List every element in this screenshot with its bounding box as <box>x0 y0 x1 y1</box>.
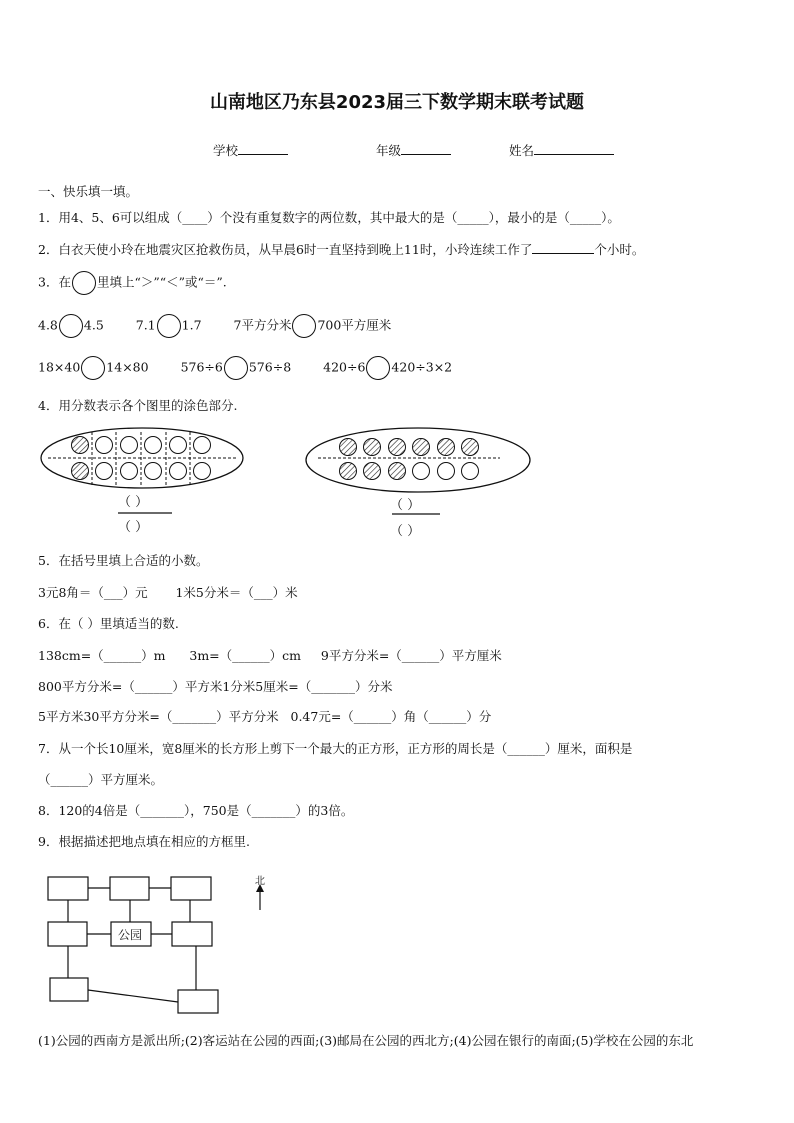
question-6-line-3: 5平方米30平方分米=（_______）平方分米 0.47元=（______）角（______）分 <box>38 709 492 724</box>
question-2-tail: 个小时。 <box>594 242 645 257</box>
north-label: 北 <box>255 876 265 887</box>
question-3-instruction: 里填上“＞”“＜”或“＝”. <box>96 274 227 290</box>
question-8: 8．120的4倍是（_______），750是（_______）的3倍。 <box>38 803 354 818</box>
question-1: 1．用4、5、6可以组成（____）个没有重复数字的两位数，其中最大的是（_____），最小的是（_____）。 <box>38 210 620 225</box>
fraction-numerator[interactable]: （ ） <box>390 498 421 513</box>
compare-right: 4.5 <box>83 317 104 333</box>
fraction-denominator[interactable]: （ ） <box>118 520 149 535</box>
question-6-line-1: 138cm=（______）m 3m=（______）cm 9平方分米=（______）平方厘米 <box>38 648 502 663</box>
compare-left: 420÷6 <box>323 359 366 375</box>
map-box <box>172 922 212 946</box>
question-6: 6．在（ ）里填适当的数. <box>38 616 179 631</box>
map-box <box>48 877 88 900</box>
fraction-numerator[interactable]: （ ） <box>118 495 149 510</box>
question-9-description: (1)公园的西南方是派出所;(2)客运站在公园的西面;(3)邮局在公园的西北方;(4)公园在银行的南面;(5)学校在公园的东北 <box>38 1033 694 1048</box>
compare-left: 4.8 <box>38 317 58 333</box>
question-4: 4．用分数表示各个图里的涂色部分. <box>38 398 238 413</box>
question-9: 9．根据描述把地点填在相应的方框里. <box>38 834 250 849</box>
page-title: 山南地区乃东县2023届三下数学期末联考试题 <box>209 92 585 113</box>
compare-left: 576÷6 <box>180 359 223 375</box>
compare-right: 576÷8 <box>248 359 292 375</box>
compare-right: 1.7 <box>181 317 202 333</box>
question-3-lead: 3．在 <box>38 274 71 290</box>
map-box <box>48 922 87 946</box>
question-5: 5．在括号里填上合适的小数。 <box>38 553 209 568</box>
question-7-line-1: 7．从一个长10厘米，宽8厘米的长方形上剪下一个最大的正方形，正方形的周长是（______）厘米，面积是 <box>38 741 633 756</box>
school-label: 学校 <box>213 143 239 158</box>
name-label: 姓名 <box>509 143 535 158</box>
map-box <box>178 990 218 1013</box>
map-box <box>110 877 149 900</box>
compare-right: 700平方厘米 <box>317 317 392 333</box>
compare-right: 14×80 <box>106 359 149 375</box>
question-6-line-2: 800平方分米=（______）平方米1分米5厘米=（_______）分米 <box>38 679 393 694</box>
compare-left: 18×40 <box>38 359 81 375</box>
grade-label: 年级 <box>376 143 402 158</box>
compare-left: 7.1 <box>135 317 156 333</box>
compare-right: 420÷3×2 <box>391 359 453 375</box>
section-heading: 一、快乐填一填。 <box>38 184 139 199</box>
question-2-text: 2．白衣天使小玲在地震灾区抢救伤员，从早晨6时一直坚持到晚上11时，小玲连续工作了 <box>38 242 533 257</box>
question-7-line-2: （______）平方厘米。 <box>38 772 164 787</box>
map-box <box>50 978 88 1001</box>
question-5-line: 3元8角＝（___）元 1米5分米＝（___）米 <box>38 585 298 600</box>
park-label: 公园 <box>118 928 143 942</box>
fraction-denominator[interactable]: （ ） <box>390 524 421 539</box>
compare-left: 7平方分米 <box>233 317 292 333</box>
map-box <box>171 877 211 900</box>
